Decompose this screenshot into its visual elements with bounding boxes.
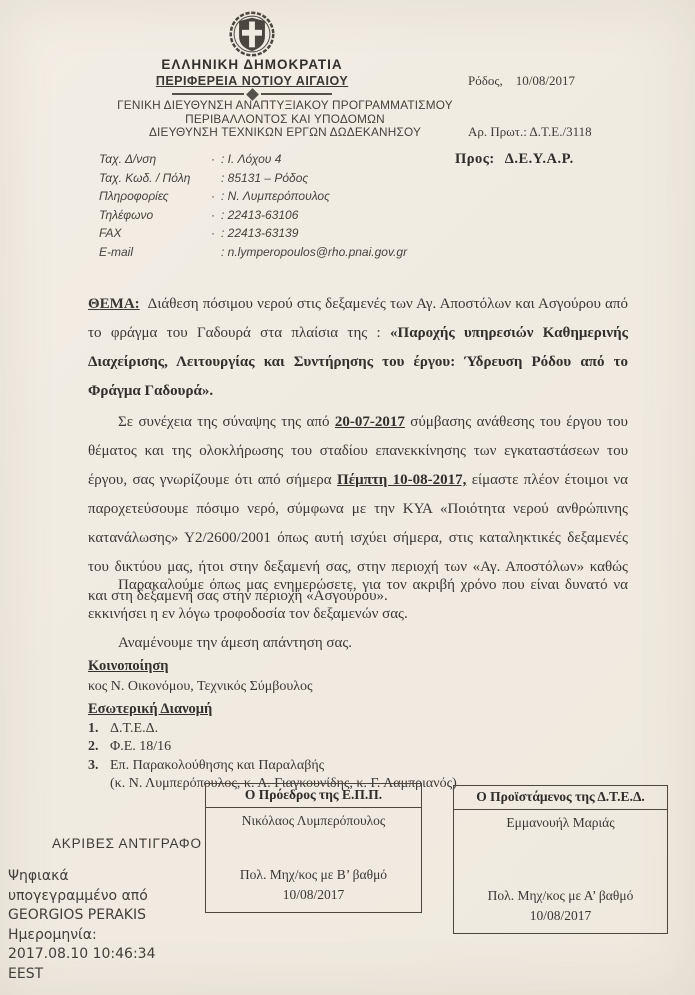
signatory-name: Νικόλαος Λυμπερόπουλος <box>241 813 386 828</box>
signature-date: 10/08/2017 <box>529 908 592 923</box>
directorate-line-1: ΓΕΝΙΚΗ ΔΙΕΥΘΥΝΣΗ ΑΝΑΠΤΥΞΙΑΚΟΥ ΠΡΟΓΡΑΜΜΑΤΙΣΜΟΥ <box>117 98 453 112</box>
body-paragraph-3: Αναμένουμε την άμεση απάντηση σας. <box>118 635 353 651</box>
greek-coat-of-arms-icon <box>227 9 277 59</box>
signature-box-director <box>453 785 668 934</box>
effective-date: Πέμπτη 10-08-2017, <box>337 472 467 488</box>
contact-value: : n.lymperopoulos@rho.pnai.gov.gr <box>221 244 408 259</box>
internal-distribution-section <box>88 701 628 793</box>
contact-value: : 22413-63139 <box>221 226 299 241</box>
body-paragraph-1: Σε συνέχεια της σύναψης της από 20-07-2017 σύμβασης ανάθεσης του έργου του θέματος και της ολοκλήρωσης του σταδίου επανεκκίνησης των εγκαταστάσεων του έργου, σας γνωρίζουμε ότι από σήμερα Πέμπτη 10-08-2017, είμαστε πλέον έτοιμοι να παροχετεύσουμε πόσιμο νερό, σύμφωνα με την ΚΥΑ «Ποιότητα νερού ανθρώπινης κατανάλωσης» Υ2/2600/2001 όπως αυτή ισχύει σήμερα, στις καταληκτικές δεξαμενές του δικτύου μας, ήτοι στην δεξαμενή σας, στην περιοχή των «Αγ. Αποστόλων» καθώς και στη δεξαμενή σας στην περιοχή «Ασγούρου». <box>88 414 629 604</box>
signatory-grade: Πολ. Μηχ/κος με Β’ βαθμό <box>239 867 388 882</box>
contact-label: Τηλέφωνο <box>99 207 154 222</box>
subject-label: ΘΕΜΑ: <box>88 296 140 312</box>
list-item: 3. Επ. Παρακολούθησης και Παραλαβής <box>88 757 325 773</box>
contact-value: : Ι. Λόχου 4 <box>221 152 282 166</box>
stamp-timestamp: 2017.08.10 10:46:34 <box>8 946 156 962</box>
certified-copy-label: ΑΚΡΙΒΕΣ ΑΝΤΙΓΡΑΦΟ <box>52 836 202 851</box>
contact-row-phone: Τηλέφωνο · : 22413-63106 <box>99 206 429 225</box>
contact-label: Ταχ. Κωδ. / Πόλη <box>99 170 191 185</box>
contact-row-fax: FAX · : 22413-63139 <box>99 224 429 243</box>
cc-heading: Κοινοποίηση <box>88 658 169 674</box>
signature-title: Ο Πρόεδρος της Ε.Π.Π. <box>206 784 421 808</box>
stamp-line: υπογεγραμμένο από <box>8 887 148 904</box>
contact-block <box>99 150 429 262</box>
directorate-line-2: ΠΕΡΙΒΑΛΛΟΝΤΟΣ ΚΑΙ ΥΠΟΔΟΜΩΝ <box>185 111 385 126</box>
stamp-line: Ημερομηνία: <box>8 926 97 943</box>
contact-label: Πληροφορίες <box>99 189 169 204</box>
internal-distribution-heading: Εσωτερική Διανομή <box>88 701 213 717</box>
contract-date: 20-07-2017 <box>334 414 405 430</box>
cc-item: κος Ν. Οικονόμου, Τεχνικός Σύμβουλος <box>88 679 313 694</box>
protocol-line: Αρ. Πρωτ.: Δ.Τ.Ε./3118 <box>468 124 592 139</box>
stamp-signer-name: GEORGIOS PERAKIS <box>8 907 146 923</box>
list-item-members: (κ. Ν. Λυμπερόπουλος, κ. Α. Γιαγκουνίδης, κ. Γ. Λαμπριανός) <box>110 776 457 791</box>
contact-label: E-mail <box>99 244 134 259</box>
recipient-label: Προς: <box>455 151 495 167</box>
body-paragraph-2: Παρακαλούμε όπως μας ενημερώσετε, για τον ακριβή χρόνο που είναι δυνατό να εκκινήσει η εν λόγω τροφοδοσία τον δεξαμενών σας. <box>88 577 628 622</box>
signatory-grade: Πολ. Μηχ/κος με Α’ βαθμό <box>487 888 634 903</box>
subject-paragraph <box>88 290 628 406</box>
contact-row-address: Ταχ. Δ/νση · : Ι. Λόχου 4 <box>99 150 429 169</box>
signature-box-president <box>205 783 422 913</box>
stamp-line: Ψηφιακά <box>8 868 69 884</box>
region-name: ΠΕΡΙΦΕΡΕΙΑ ΝΟΤΙΟΥ ΑΙΓΑΙΟΥ <box>155 74 349 88</box>
contact-label: Ταχ. Δ/νση <box>99 152 157 166</box>
contact-row-info: Πληροφορίες · : Ν. Λυμπερόπουλος <box>99 187 429 206</box>
contact-value: : Ν. Λυμπερόπουλος <box>221 189 330 204</box>
list-item: 1. Δ.Τ.Ε.Δ. <box>88 720 159 736</box>
subject-text-bold: «Παροχής υπηρεσιών Καθημερινής Διαχείρισης, Λειτουργίας και Συντήρησης του έργου: Ύδρευση Ρόδου από το Φράγμα Γαδουρά». <box>88 325 628 399</box>
place-date-line: Ρόδος, 10/08/2017 <box>468 73 575 88</box>
digital-signature-stamp <box>8 867 218 984</box>
stamp-timezone: EEST <box>8 965 44 982</box>
recipient-line <box>455 151 574 168</box>
directorate-line-3: ΔΙΕΥΘΥΝΣΗ ΤΕΧΝΙΚΩΝ ΕΡΓΩΝ ΔΩΔΕΚΑΝΗΣΟΥ <box>148 125 422 140</box>
list-item: 2. Φ.Ε. 18/16 <box>88 739 172 754</box>
signature-title: Ο Προϊστάμενος της Δ.Τ.Ε.Δ. <box>454 786 667 810</box>
subject-text: Διάθεση πόσιμου νερού στις δεξαμενές των Αγ. Αποστόλων και Ασγούρου από το φράγμα του Γαδουρά στα πλαίσια της : <box>88 296 628 341</box>
cc-section <box>88 656 628 697</box>
signature-date: 10/08/2017 <box>282 887 345 902</box>
org-name: ΕΛΛΗΝΙΚΗ ΔΗΜΟΚΡΑΤΙΑ <box>161 57 343 72</box>
signatory-name: Εμμανουήλ Μαριάς <box>506 815 615 830</box>
contact-row-email <box>99 243 429 262</box>
recipient-value: Δ.Ε.Υ.Α.Ρ. <box>504 151 574 167</box>
contact-value: : 22413-63106 <box>221 207 299 222</box>
contact-row-postcode <box>99 169 429 188</box>
contact-label: FAX <box>99 226 122 241</box>
contact-value: : 85131 – Ρόδος <box>221 170 309 185</box>
